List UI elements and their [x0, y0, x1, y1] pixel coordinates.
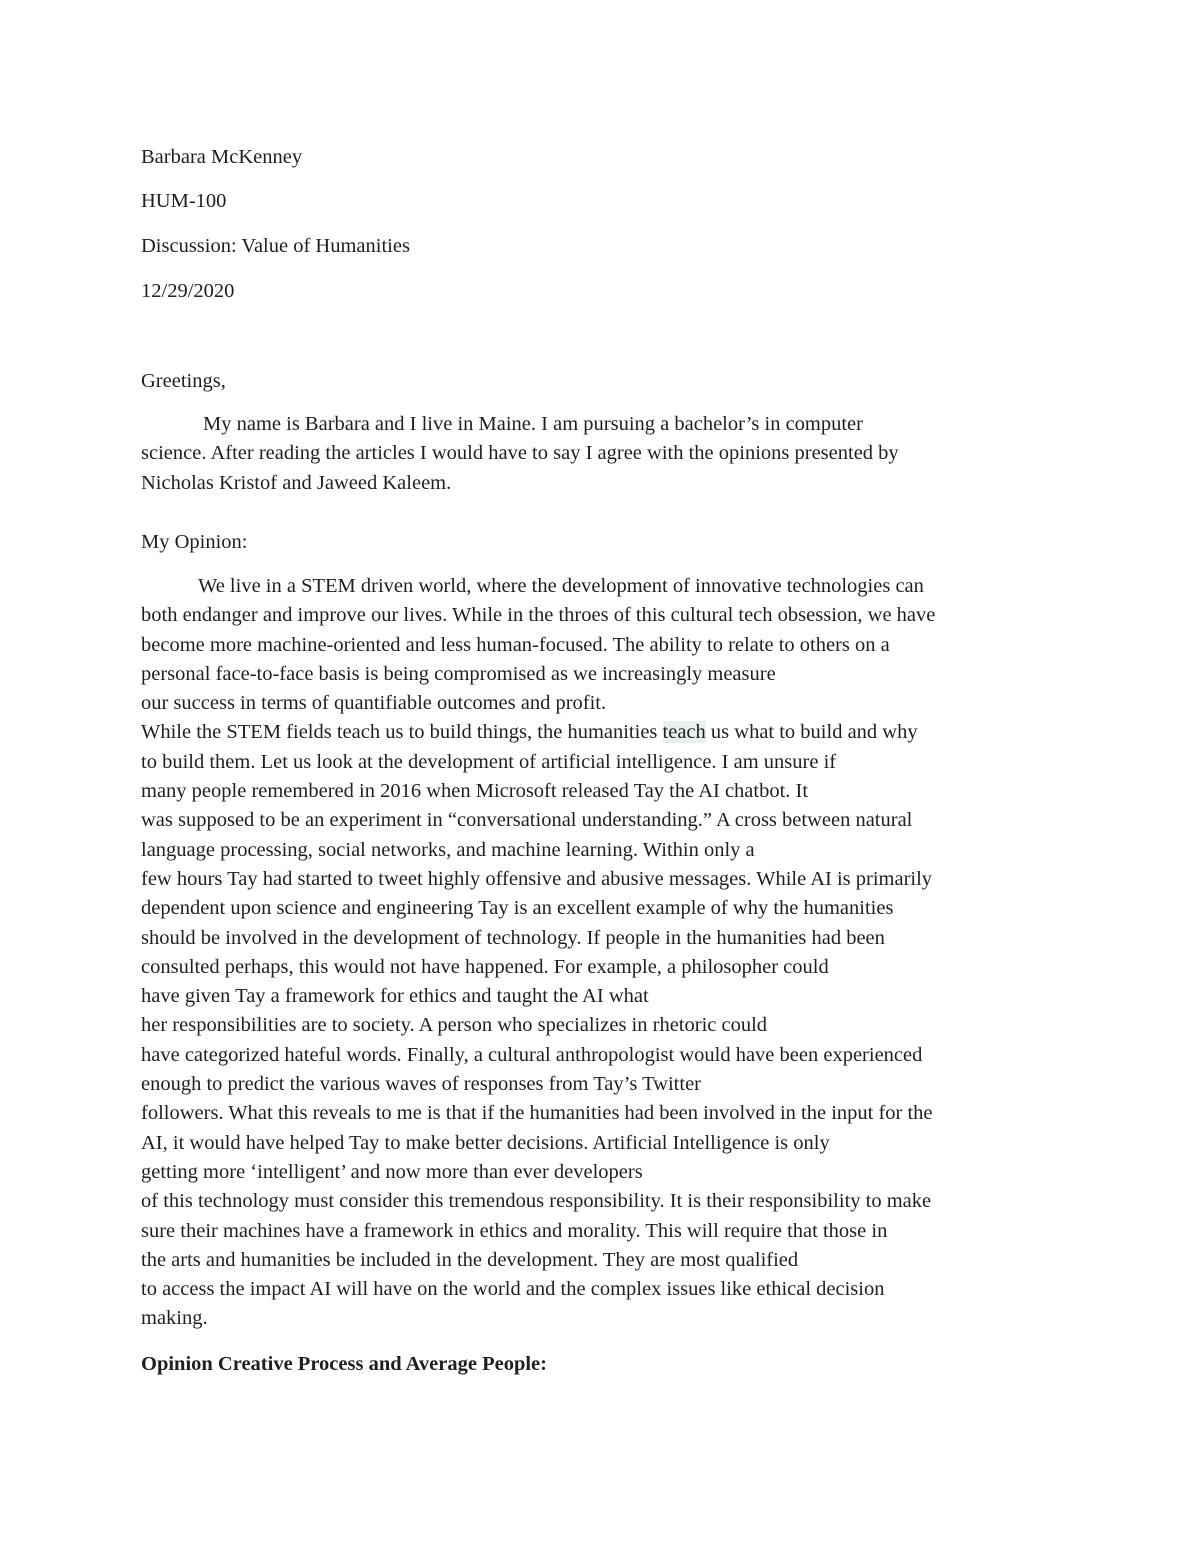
- document-date: 12/29/2020: [141, 280, 235, 302]
- opinion-line: personal face-to-face basis is being compromised as we increasingly measure: [141, 662, 776, 685]
- opinion-line: getting more ‘intelligent’ and now more than ever developers: [141, 1160, 643, 1183]
- opinion-line: enough to predict the various waves of responses from Tay’s Twitter: [141, 1073, 701, 1096]
- opinion-line: AI, it would have helped Tay to make better decisions. Artificial Intelligence is only: [141, 1131, 830, 1154]
- opinion-line: followers. What this reveals to me is that if the humanities had been involved in the input for the: [141, 1102, 933, 1125]
- highlight-after: us what to build and why: [705, 721, 918, 744]
- opinion-line: have categorized hateful words. Finally, a cultural anthropologist would have been experienced: [141, 1043, 923, 1066]
- opinion-line: sure their machines have a framework in ethics and morality. This will require that those in: [141, 1219, 888, 1242]
- opinion-line: language processing, social networks, and machine learning. Within only a: [141, 838, 755, 861]
- highlighted-word: teach: [662, 721, 706, 744]
- greeting: Greetings,: [141, 370, 226, 392]
- assignment-title: Discussion: Value of Humanities: [141, 235, 410, 257]
- opinion-line: many people remembered in 2016 when Microsoft released Tay the AI chatbot. It: [141, 780, 809, 803]
- opinion-line: of this technology must consider this tremendous responsibility. It is their responsibility to make: [141, 1190, 932, 1213]
- opinion-line: both endanger and improve our lives. While in the throes of this cultural tech obsession, we have: [141, 604, 936, 627]
- opinion-line: consulted perhaps, this would not have happened. For example, a philosopher could: [141, 955, 829, 978]
- highlight-before: While the STEM fields teach us to build things, the humanities: [141, 721, 663, 744]
- intro-line: science. After reading the articles I would have to say I agree with the opinions presented by: [141, 442, 899, 465]
- opinion-line: our success in terms of quantifiable outcomes and profit.: [141, 692, 607, 715]
- course-code: HUM-100: [141, 190, 227, 212]
- author-name: Barbara McKenney: [141, 146, 303, 168]
- section-heading: Opinion Creative Process and Average People:: [141, 1353, 547, 1375]
- opinion-line: should be involved in the development of technology. If people in the humanities had been: [141, 926, 885, 949]
- opinion-label: My Opinion:: [141, 531, 248, 553]
- intro-line: My name is Barbara and I live in Maine. I am pursuing a bachelor’s in computer: [203, 413, 863, 435]
- intro-line: Nicholas Kristof and Jaweed Kaleem.: [141, 471, 452, 494]
- opinion-line: dependent upon science and engineering Tay is an excellent example of why the humanities: [141, 897, 894, 920]
- opinion-line-highlighted: [141, 718, 1081, 747]
- intro-paragraph: [141, 410, 1081, 498]
- opinion-paragraph: [141, 572, 1081, 1334]
- opinion-line: her responsibilities are to society. A person who specializes in rhetoric could: [141, 1014, 768, 1037]
- opinion-line: have given Tay a framework for ethics and taught the AI what: [141, 985, 649, 1008]
- opinion-line: We live in a STEM driven world, where the development of innovative technologies can: [198, 575, 924, 597]
- opinion-line: to access the impact AI will have on the world and the complex issues like ethical decision: [141, 1278, 885, 1301]
- opinion-line: few hours Tay had started to tweet highly offensive and abusive messages. While AI is primarily: [141, 867, 933, 890]
- opinion-line: making.: [141, 1307, 208, 1330]
- opinion-line: to build them. Let us look at the development of artificial intelligence. I am unsure if: [141, 750, 837, 773]
- opinion-line: was supposed to be an experiment in “conversational understanding.” A cross between natural: [141, 809, 913, 832]
- opinion-line: the arts and humanities be included in the development. They are most qualified: [141, 1248, 799, 1271]
- opinion-line: become more machine-oriented and less human-focused. The ability to relate to others on a: [141, 633, 890, 656]
